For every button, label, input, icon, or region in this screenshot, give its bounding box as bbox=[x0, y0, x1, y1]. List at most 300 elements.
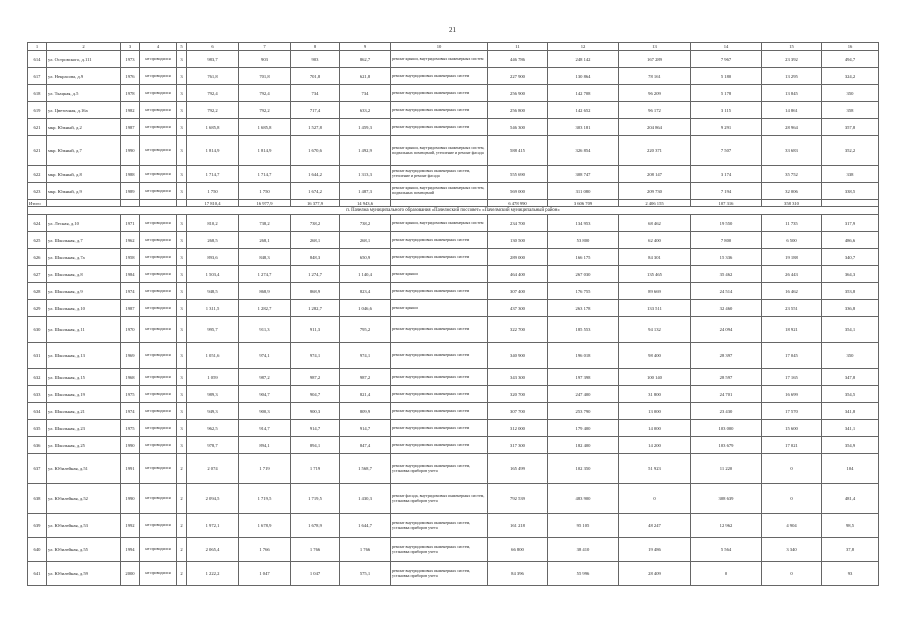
cost-per-m2: 350 bbox=[822, 343, 879, 369]
floors: 3 bbox=[177, 437, 187, 454]
housing-repair-table bbox=[27, 42, 879, 586]
total-cost: 256 900 bbox=[488, 85, 548, 102]
total-area: 1 051,6 bbox=[187, 343, 239, 369]
work-types: ремонт крыши bbox=[391, 300, 488, 317]
work-types: ремонт внутридомовых инженерных систем bbox=[391, 102, 488, 119]
private-area: 1 487,3 bbox=[340, 183, 391, 200]
cost-owners: 0 bbox=[762, 562, 822, 586]
cost-per-m2: 98,5 bbox=[822, 514, 879, 538]
work-types: ремонт крыши bbox=[391, 266, 488, 283]
floors: 3 bbox=[177, 232, 187, 249]
cost-fund: 247 400 bbox=[548, 386, 619, 403]
last-repair: не проводился bbox=[140, 538, 177, 562]
apartments-area: 701,8 bbox=[291, 68, 340, 85]
cost-owners: 35 752 bbox=[762, 166, 822, 183]
table-row bbox=[28, 454, 879, 484]
cost-region: 51 923 bbox=[619, 454, 691, 484]
total-cost: 84 396 bbox=[488, 562, 548, 586]
apartments-area: 1 719,5 bbox=[291, 484, 340, 514]
cost-fund: 196 018 bbox=[548, 343, 619, 369]
total-h: 2 406 155 bbox=[619, 200, 691, 207]
row-number: 631 bbox=[28, 343, 47, 369]
living-area: 1 766 bbox=[239, 538, 291, 562]
cost-owners: 17 045 bbox=[762, 343, 822, 369]
living-area: 738,2 bbox=[239, 215, 291, 232]
address: ул. Школьная, д.9 bbox=[47, 283, 121, 300]
cost-region: 96 172 bbox=[619, 102, 691, 119]
table-row bbox=[28, 166, 879, 183]
living-area: 1 282,7 bbox=[239, 300, 291, 317]
total-area: 995,7 bbox=[187, 317, 239, 343]
table-row bbox=[28, 232, 879, 249]
total-cost: 446 786 bbox=[488, 51, 548, 68]
living-area: 1 750 bbox=[239, 183, 291, 200]
floors: 3 bbox=[177, 68, 187, 85]
year: 1970 bbox=[121, 317, 140, 343]
total-cost: 792 539 bbox=[488, 484, 548, 514]
cost-per-m2: 338,5 bbox=[822, 183, 879, 200]
cost-municipal: 24 701 bbox=[691, 386, 762, 403]
last-repair: не проводился bbox=[140, 300, 177, 317]
cost-fund: 253 790 bbox=[548, 403, 619, 420]
table-row bbox=[28, 343, 879, 369]
address: ул. Школьная, д.19 bbox=[47, 386, 121, 403]
cost-region: 98 400 bbox=[619, 343, 691, 369]
cost-owners: 18 921 bbox=[762, 317, 822, 343]
cost-owners: 14 861 bbox=[762, 102, 822, 119]
column-header: 9 bbox=[340, 43, 391, 51]
floors: 3 bbox=[177, 403, 187, 420]
column-header: 1 bbox=[28, 43, 47, 51]
address: ул. Школьная, д.13 bbox=[47, 343, 121, 369]
cost-fund: 197 398 bbox=[548, 369, 619, 386]
address: мкр. Южный, д.7 bbox=[47, 136, 121, 166]
last-repair: не проводился bbox=[140, 51, 177, 68]
cost-municipal: 3 174 bbox=[691, 166, 762, 183]
address: ул. Юбилейная, д.55 bbox=[47, 538, 121, 562]
table-row bbox=[28, 437, 879, 454]
total-empty bbox=[391, 200, 488, 207]
column-header: 11 bbox=[488, 43, 548, 51]
cost-region: 0 bbox=[619, 484, 691, 514]
cost-region: 78 161 bbox=[619, 68, 691, 85]
floors: 2 bbox=[177, 454, 187, 484]
row-number: 627 bbox=[28, 266, 47, 283]
cost-owners: 16 462 bbox=[762, 283, 822, 300]
floors: 3 bbox=[177, 215, 187, 232]
table-row bbox=[28, 484, 879, 514]
table-row bbox=[28, 420, 879, 437]
cost-owners: 15 600 bbox=[762, 420, 822, 437]
living-area: 1 685,8 bbox=[239, 119, 291, 136]
cost-region: 208 147 bbox=[619, 166, 691, 183]
total-label: Итого bbox=[28, 200, 47, 207]
work-types: ремонт внутридомовых инженерных систем bbox=[391, 317, 488, 343]
cost-region: 28 409 bbox=[619, 562, 691, 586]
cost-municipal: 0 bbox=[691, 562, 762, 586]
last-repair: не проводился bbox=[140, 85, 177, 102]
cost-per-m2: 364,3 bbox=[822, 266, 879, 283]
total-area: 1 714,7 bbox=[187, 166, 239, 183]
floors: 3 bbox=[177, 136, 187, 166]
address: ул. Школьная, д.8 bbox=[47, 266, 121, 283]
cost-owners: 26 443 bbox=[762, 266, 822, 283]
cost-municipal: 5 178 bbox=[691, 85, 762, 102]
cost-municipal: 7 800 bbox=[691, 232, 762, 249]
cost-region: 48 247 bbox=[619, 514, 691, 538]
floors: 3 bbox=[177, 249, 187, 266]
column-header: 4 bbox=[140, 43, 177, 51]
total-area: 1 059 bbox=[187, 369, 239, 386]
work-types: ремонт крыши, внутридомовых инженерных систем, подвальных помещений bbox=[391, 183, 488, 200]
address: ул. Юбилейная, д.52 bbox=[47, 484, 121, 514]
total-area: 1 503,4 bbox=[187, 266, 239, 283]
row-number: 636 bbox=[28, 437, 47, 454]
cost-region: 204 864 bbox=[619, 119, 691, 136]
total-area: 792,2 bbox=[187, 102, 239, 119]
floors: 3 bbox=[177, 119, 187, 136]
private-area: 914,7 bbox=[340, 420, 391, 437]
apartments-area: 1 644,2 bbox=[291, 166, 340, 183]
cost-per-m2: 350 bbox=[822, 85, 879, 102]
cost-region: 14 200 bbox=[619, 437, 691, 454]
row-number: 635 bbox=[28, 420, 47, 437]
living-area: 911,3 bbox=[239, 317, 291, 343]
last-repair: не проводился bbox=[140, 386, 177, 403]
section-row bbox=[28, 207, 879, 215]
year: 1984 bbox=[121, 266, 140, 283]
total-empty bbox=[822, 200, 879, 207]
column-header: 8 bbox=[291, 43, 340, 51]
living-area: 1 814,9 bbox=[239, 136, 291, 166]
last-repair: не проводился bbox=[140, 484, 177, 514]
address: ул. Ткацкая, д.5 bbox=[47, 85, 121, 102]
cost-fund: 142 652 bbox=[548, 102, 619, 119]
apartments-area: 900,3 bbox=[291, 403, 340, 420]
cost-region: 209 730 bbox=[619, 183, 691, 200]
private-area: 1 140,4 bbox=[340, 266, 391, 283]
cost-municipal: 7 507 bbox=[691, 136, 762, 166]
private-area: 734 bbox=[340, 85, 391, 102]
living-area: 868,9 bbox=[239, 283, 291, 300]
living-area: 903 bbox=[239, 51, 291, 68]
table-row bbox=[28, 514, 879, 538]
row-number: 637 bbox=[28, 454, 47, 484]
address: ул. Школьная, д.7а bbox=[47, 249, 121, 266]
cost-fund: 176 755 bbox=[548, 283, 619, 300]
floors: 3 bbox=[177, 300, 187, 317]
floors: 3 bbox=[177, 266, 187, 283]
apartments-area: 974,1 bbox=[291, 343, 340, 369]
cost-fund: 130 864 bbox=[548, 68, 619, 85]
year: 1987 bbox=[121, 119, 140, 136]
living-area: 904,7 bbox=[239, 386, 291, 403]
floors: 3 bbox=[177, 283, 187, 300]
total-cost: 322 700 bbox=[488, 317, 548, 343]
total-area: 978,7 bbox=[187, 437, 239, 454]
living-area: 1 274,7 bbox=[239, 266, 291, 283]
cost-municipal: 103 679 bbox=[691, 437, 762, 454]
table-row bbox=[28, 119, 879, 136]
cost-per-m2: 338 bbox=[822, 166, 879, 183]
total-cost: 464 400 bbox=[488, 266, 548, 283]
cost-region: 96 209 bbox=[619, 85, 691, 102]
total-area: 2 094,5 bbox=[187, 484, 239, 514]
address: ул. Юбилейная, д.59 bbox=[47, 562, 121, 586]
address: ул. Цветочная, д.16а bbox=[47, 102, 121, 119]
total-cost: 130 500 bbox=[488, 232, 548, 249]
private-area: 1 644,7 bbox=[340, 514, 391, 538]
living-area: 1 714,7 bbox=[239, 166, 291, 183]
cost-per-m2: 104 bbox=[822, 454, 879, 484]
total-j: 358 310 bbox=[762, 200, 822, 207]
year: 1974 bbox=[121, 403, 140, 420]
address: ул. Школьная, д.15 bbox=[47, 369, 121, 386]
total-area: 989,3 bbox=[187, 386, 239, 403]
year: 1973 bbox=[121, 51, 140, 68]
private-area: 1 568,7 bbox=[340, 454, 391, 484]
cost-fund: 308 747 bbox=[548, 166, 619, 183]
cost-region: 31 800 bbox=[619, 386, 691, 403]
cost-per-m2: 354,1 bbox=[822, 317, 879, 343]
living-area: 268,1 bbox=[239, 232, 291, 249]
work-types: ремонт внутридомовых инженерных систем, установка приборов учета bbox=[391, 454, 488, 484]
last-repair: не проводился bbox=[140, 283, 177, 300]
year: 1958 bbox=[121, 249, 140, 266]
private-area: 847,4 bbox=[340, 437, 391, 454]
table-row bbox=[28, 283, 879, 300]
table-row bbox=[28, 266, 879, 283]
year: 1990 bbox=[121, 437, 140, 454]
work-types: ремонт внутридомовых инженерных систем, установка приборов учета bbox=[391, 562, 488, 586]
total-b: 16 977,9 bbox=[239, 200, 291, 207]
work-types: ремонт внутридомовых инженерных систем bbox=[391, 119, 488, 136]
last-repair: не проводился bbox=[140, 119, 177, 136]
cost-fund: 483 900 bbox=[548, 484, 619, 514]
table-row bbox=[28, 85, 879, 102]
living-area: 1 719 bbox=[239, 454, 291, 484]
cost-fund: 267 030 bbox=[548, 266, 619, 283]
living-area: 1 047 bbox=[239, 562, 291, 586]
private-area: 987,2 bbox=[340, 369, 391, 386]
total-area: 268,5 bbox=[187, 232, 239, 249]
table-row bbox=[28, 215, 879, 232]
year: 1974 bbox=[121, 283, 140, 300]
total-cost: 66 800 bbox=[488, 538, 548, 562]
row-number: 634 bbox=[28, 403, 47, 420]
cost-per-m2: 341,1 bbox=[822, 420, 879, 437]
cost-fund: 38 410 bbox=[548, 538, 619, 562]
row-number: 633 bbox=[28, 386, 47, 403]
private-area: 1 430,3 bbox=[340, 484, 391, 514]
cost-owners: 13 845 bbox=[762, 85, 822, 102]
cost-region: 13 000 bbox=[619, 403, 691, 420]
apartments-area: 1 047 bbox=[291, 562, 340, 586]
column-header: 12 bbox=[548, 43, 619, 51]
year: 1962 bbox=[121, 232, 140, 249]
table-row bbox=[28, 403, 879, 420]
last-repair: не проводился bbox=[140, 343, 177, 369]
cost-municipal: 23 430 bbox=[691, 403, 762, 420]
total-cost: 588 415 bbox=[488, 136, 548, 166]
cost-municipal: 15 336 bbox=[691, 249, 762, 266]
cost-municipal: 308 639 bbox=[691, 484, 762, 514]
private-area: 738,2 bbox=[340, 215, 391, 232]
private-area: 1 459,3 bbox=[340, 119, 391, 136]
total-area: 792,4 bbox=[187, 85, 239, 102]
column-header: 6 bbox=[187, 43, 239, 51]
cost-fund: 179 400 bbox=[548, 420, 619, 437]
apartments-area: 734 bbox=[291, 85, 340, 102]
cost-fund: 182 400 bbox=[548, 437, 619, 454]
column-header: 7 bbox=[239, 43, 291, 51]
address: ул. Школьная, д.23 bbox=[47, 420, 121, 437]
cost-municipal: 3 115 bbox=[691, 102, 762, 119]
year: 1988 bbox=[121, 166, 140, 183]
total-empty bbox=[177, 200, 187, 207]
total-area: 1 311,5 bbox=[187, 300, 239, 317]
work-types: ремонт внутридомовых инженерных систем, утепление и ремонт фасада bbox=[391, 166, 488, 183]
private-area: 823,4 bbox=[340, 283, 391, 300]
cost-region: 84 301 bbox=[619, 249, 691, 266]
cost-region: 135 465 bbox=[619, 266, 691, 283]
cost-fund: 326 854 bbox=[548, 136, 619, 166]
year: 1991 bbox=[121, 454, 140, 484]
work-types: ремонт внутридомовых инженерных систем bbox=[391, 437, 488, 454]
apartments-area: 1 274,7 bbox=[291, 266, 340, 283]
cost-region: 167 289 bbox=[619, 51, 691, 68]
address: ул. Островского, д.111 bbox=[47, 51, 121, 68]
cost-region: 100 140 bbox=[619, 369, 691, 386]
work-types: ремонт внутридомовых инженерных систем bbox=[391, 68, 488, 85]
column-header: 10 bbox=[391, 43, 488, 51]
cost-municipal: 7 194 bbox=[691, 183, 762, 200]
cost-municipal: 12 962 bbox=[691, 514, 762, 538]
address: ул. Школьная, д.25 bbox=[47, 437, 121, 454]
work-types: ремонт внутридомовых инженерных систем bbox=[391, 420, 488, 437]
cost-per-m2: 93 bbox=[822, 562, 879, 586]
total-g: 3 606 709 bbox=[548, 200, 619, 207]
apartments-area: 1 678,9 bbox=[291, 514, 340, 538]
total-area: 962,5 bbox=[187, 420, 239, 437]
last-repair: не проводился bbox=[140, 136, 177, 166]
private-area: 862,7 bbox=[340, 51, 391, 68]
cost-region: 14 000 bbox=[619, 420, 691, 437]
work-types: ремонт внутридомовых инженерных систем bbox=[391, 283, 488, 300]
cost-municipal: 103 000 bbox=[691, 420, 762, 437]
column-header: 2 bbox=[47, 43, 121, 51]
total-cost: 256 800 bbox=[488, 102, 548, 119]
cost-owners: 23 551 bbox=[762, 300, 822, 317]
cost-region: 68 462 bbox=[619, 215, 691, 232]
apartments-area: 903 bbox=[291, 51, 340, 68]
living-area: 900,3 bbox=[239, 403, 291, 420]
cost-owners: 17 570 bbox=[762, 403, 822, 420]
column-header: 3 bbox=[121, 43, 140, 51]
floors: 3 bbox=[177, 102, 187, 119]
total-cost: 234 700 bbox=[488, 215, 548, 232]
cost-municipal: 24 094 bbox=[691, 317, 762, 343]
living-area: 792,4 bbox=[239, 85, 291, 102]
cost-per-m2: 341,8 bbox=[822, 403, 879, 420]
row-number: 628 bbox=[28, 283, 47, 300]
table-row bbox=[28, 562, 879, 586]
work-types: ремонт крыши, внутридомовых инженерных систем, подвальных помещений, утепление и ремонт фасада bbox=[391, 136, 488, 166]
apartments-area: 1 282,7 bbox=[291, 300, 340, 317]
cost-owners: 13 295 bbox=[762, 68, 822, 85]
last-repair: не проводился bbox=[140, 420, 177, 437]
last-repair: не проводился bbox=[140, 183, 177, 200]
private-area: 1 046,6 bbox=[340, 300, 391, 317]
cost-owners: 17 165 bbox=[762, 369, 822, 386]
total-c: 16 377,9 bbox=[291, 200, 340, 207]
floors: 3 bbox=[177, 183, 187, 200]
cost-per-m2: 481,4 bbox=[822, 484, 879, 514]
cost-municipal: 19 550 bbox=[691, 215, 762, 232]
cost-municipal: 11 220 bbox=[691, 454, 762, 484]
cost-per-m2: 357,8 bbox=[822, 119, 879, 136]
header-row bbox=[28, 43, 879, 51]
cost-owners: 3 340 bbox=[762, 538, 822, 562]
cost-fund: 55 996 bbox=[548, 562, 619, 586]
apartments-area: 717,4 bbox=[291, 102, 340, 119]
apartments-area: 904,7 bbox=[291, 386, 340, 403]
work-types: ремонт внутридомовых инженерных систем bbox=[391, 386, 488, 403]
cost-per-m2: 486,6 bbox=[822, 232, 879, 249]
work-types: ремонт внутридомовых инженерных систем, установка приборов учета bbox=[391, 514, 488, 538]
table-row bbox=[28, 369, 879, 386]
private-area: 650,9 bbox=[340, 249, 391, 266]
year: 1990 bbox=[121, 484, 140, 514]
table-row bbox=[28, 249, 879, 266]
cost-fund: 248 142 bbox=[548, 51, 619, 68]
floors: 3 bbox=[177, 317, 187, 343]
last-repair: не проводился bbox=[140, 102, 177, 119]
total-row bbox=[28, 200, 879, 207]
table-row bbox=[28, 386, 879, 403]
floors: 3 bbox=[177, 386, 187, 403]
living-area: 701,8 bbox=[239, 68, 291, 85]
address: мкр. Южный, д.8 bbox=[47, 166, 121, 183]
row-number: 621 bbox=[28, 119, 47, 136]
living-area: 894,1 bbox=[239, 437, 291, 454]
living-area: 1 678,9 bbox=[239, 514, 291, 538]
cost-per-m2: 352,2 bbox=[822, 136, 879, 166]
cost-municipal: 9 291 bbox=[691, 119, 762, 136]
row-number: 625 bbox=[28, 232, 47, 249]
row-number: 619 bbox=[28, 102, 47, 119]
total-area: 1 814,9 bbox=[187, 136, 239, 166]
cost-owners: 0 bbox=[762, 454, 822, 484]
row-number: 614 bbox=[28, 51, 47, 68]
total-cost: 307 400 bbox=[488, 283, 548, 300]
address: ул. Школьная, д.11 bbox=[47, 317, 121, 343]
table-row bbox=[28, 68, 879, 85]
apartments-area: 1 674,2 bbox=[291, 183, 340, 200]
row-number: 623 bbox=[28, 183, 47, 200]
cost-municipal: 35 462 bbox=[691, 266, 762, 283]
total-area: 1 750 bbox=[187, 183, 239, 200]
column-header: 16 bbox=[822, 43, 879, 51]
cost-owners: 16 699 bbox=[762, 386, 822, 403]
cost-fund: 185 553 bbox=[548, 317, 619, 343]
cost-per-m2: 354,5 bbox=[822, 386, 879, 403]
total-area: 810,2 bbox=[187, 215, 239, 232]
apartments-area: 1 670,6 bbox=[291, 136, 340, 166]
work-types: ремонт внутридомовых инженерных систем bbox=[391, 369, 488, 386]
work-types: ремонт фасада, внутридомовых инженерных систем, установка приборов учета bbox=[391, 484, 488, 514]
year: 1978 bbox=[121, 85, 140, 102]
